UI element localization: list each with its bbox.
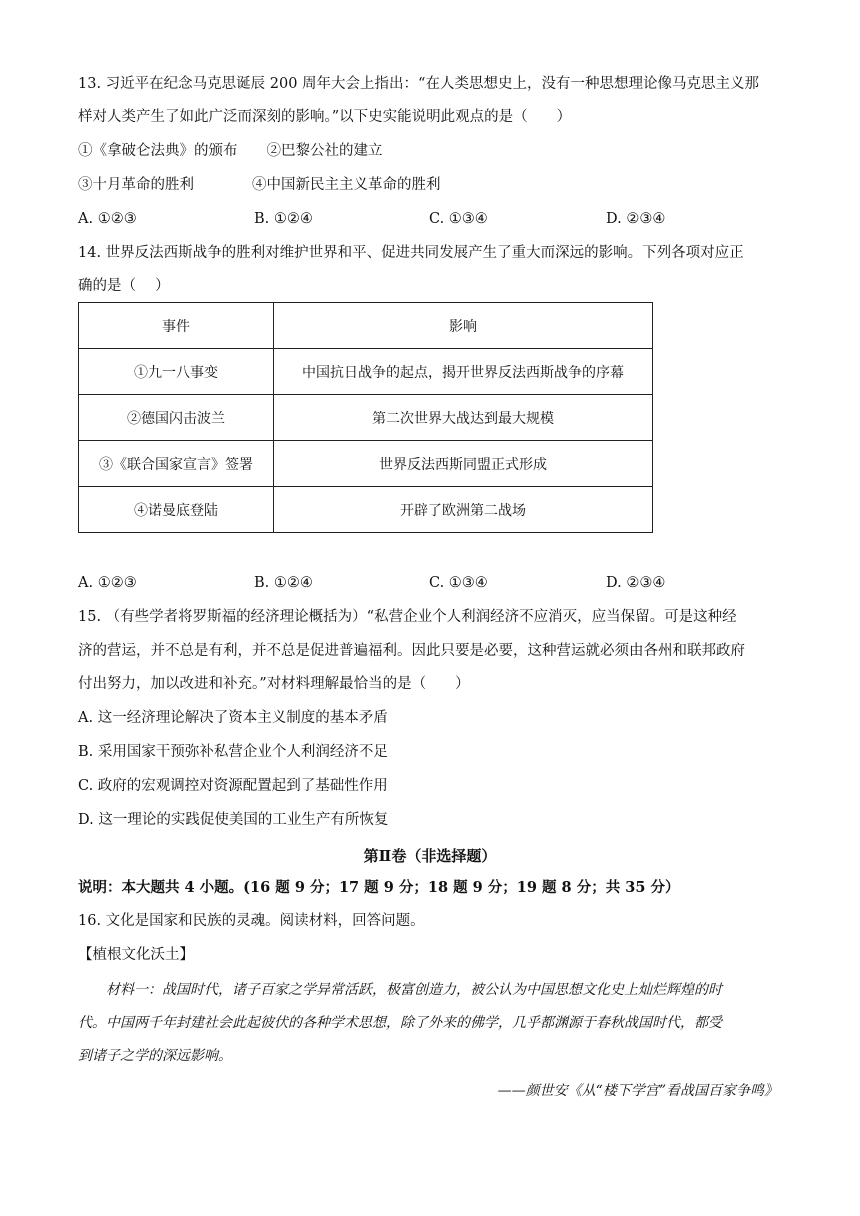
section-title: 第Ⅱ卷（非选择题） (363, 847, 497, 865)
q15-option-d[interactable]: D. 这一理论的实践促使美国的工业生产有所恢复 (78, 812, 389, 828)
table-header-impact: 影响 (274, 303, 653, 349)
q13-option-d[interactable]: D. ②③④ (606, 211, 666, 227)
q14-option-a[interactable]: A. ①②③ (78, 575, 137, 591)
q16-material-line3: 到诸子之学的深远影响。 (78, 1048, 232, 1064)
table-row (79, 349, 653, 395)
section-note: 说明：本大题共 4 小题。(16 题 9 分；17 题 9 分；18 题 9 分；19 题 8 分；共 35 分） (78, 879, 680, 896)
table-header-event: 事件 (79, 303, 274, 349)
table-cell-impact: 世界反法西斯同盟正式形成 (274, 441, 653, 487)
table-cell-impact: 第二次世界大战达到最大规模 (274, 395, 653, 441)
q15-stem-line2: 济的营运，并不总是有利，并不总是促进普遍福利。因此只要是必要，这种营运就必须由各州和联邦政府 (78, 643, 745, 659)
q14-event-table (78, 302, 653, 533)
q14-option-d[interactable]: D. ②③④ (606, 575, 666, 591)
q15-option-b[interactable]: B. 采用国家干预弥补私营企业个人利润经济不足 (78, 744, 388, 760)
q14-option-c[interactable]: C. ①③④ (429, 575, 488, 591)
q13-option-c[interactable]: C. ①③④ (429, 211, 488, 227)
q16-material-line2: 代。中国两千年封建社会此起彼伏的各种学术思想，除了外来的佛学，几乎都渊源于春秋战国时代，都受 (78, 1015, 722, 1031)
q15-stem-line3: 付出努力，加以改进和补充。”对材料理解最恰当的是（ ） (78, 676, 470, 692)
q13-items-line1: ①《拿破仑法典》的颁布 ②巴黎公社的建立 (78, 143, 383, 159)
table-cell-event: ②德国闪击波兰 (79, 395, 274, 441)
q16-heading: 【植根文化沃土】 (78, 947, 194, 963)
q13-option-b[interactable]: B. ①②④ (254, 211, 313, 227)
q16-stem: 16. 文化是国家和民族的灵魂。阅读材料，回答问题。 (78, 913, 425, 929)
q13-items-line2: ③十月革命的胜利 ④中国新民主主义革命的胜利 (78, 177, 441, 193)
table-cell-impact: 开辟了欧洲第二战场 (274, 487, 653, 533)
table-row (79, 395, 653, 441)
q15-option-c[interactable]: C. 政府的宏观调控对资源配置起到了基础性作用 (78, 778, 388, 794)
q13-stem-line2: 样对人类产生了如此广泛而深刻的影响。”以下史实能说明此观点的是（ ） (78, 109, 572, 125)
table-cell-event: ④诺曼底登陆 (79, 487, 274, 533)
table-cell-event: ③《联合国家宣言》签署 (79, 441, 274, 487)
q13-stem-line1: 13. 习近平在纪念马克思诞辰 200 周年大会上指出：“在人类思想史上，没有一种思想理论像马克思主义那 (78, 76, 759, 92)
q15-stem-line1: 15. （有些学者将罗斯福的经济理论概括为）“私营企业个人利润经济不应消灭，应当保留。可是这种经 (78, 609, 737, 625)
q14-stem-line1: 14. 世界反法西斯战争的胜利对维护世界和平、促进共同发展产生了重大而深远的影响。下列各项对应正 (78, 245, 744, 261)
q14-stem-line2: 确的是（ ） (78, 278, 170, 294)
q13-option-a[interactable]: A. ①②③ (78, 211, 137, 227)
table-cell-impact: 中国抗日战争的起点，揭开世界反法西斯战争的序幕 (274, 349, 653, 395)
q15-option-a[interactable]: A. 这一经济理论解决了资本主义制度的基本矛盾 (78, 710, 388, 726)
q14-option-b[interactable]: B. ①②④ (254, 575, 313, 591)
table-row (79, 487, 653, 533)
table-cell-event: ①九一八事变 (79, 349, 274, 395)
table-row (79, 441, 653, 487)
q16-source: ——颜世安《从“楼下学宫”看战国百家争鸣》 (497, 1083, 778, 1099)
q16-material-line1: 材料一：战国时代，诸子百家之学异常活跃，极富创造力，被公认为中国思想文化史上灿烂辉煌的时 (106, 982, 722, 998)
table-header-row (79, 303, 653, 349)
